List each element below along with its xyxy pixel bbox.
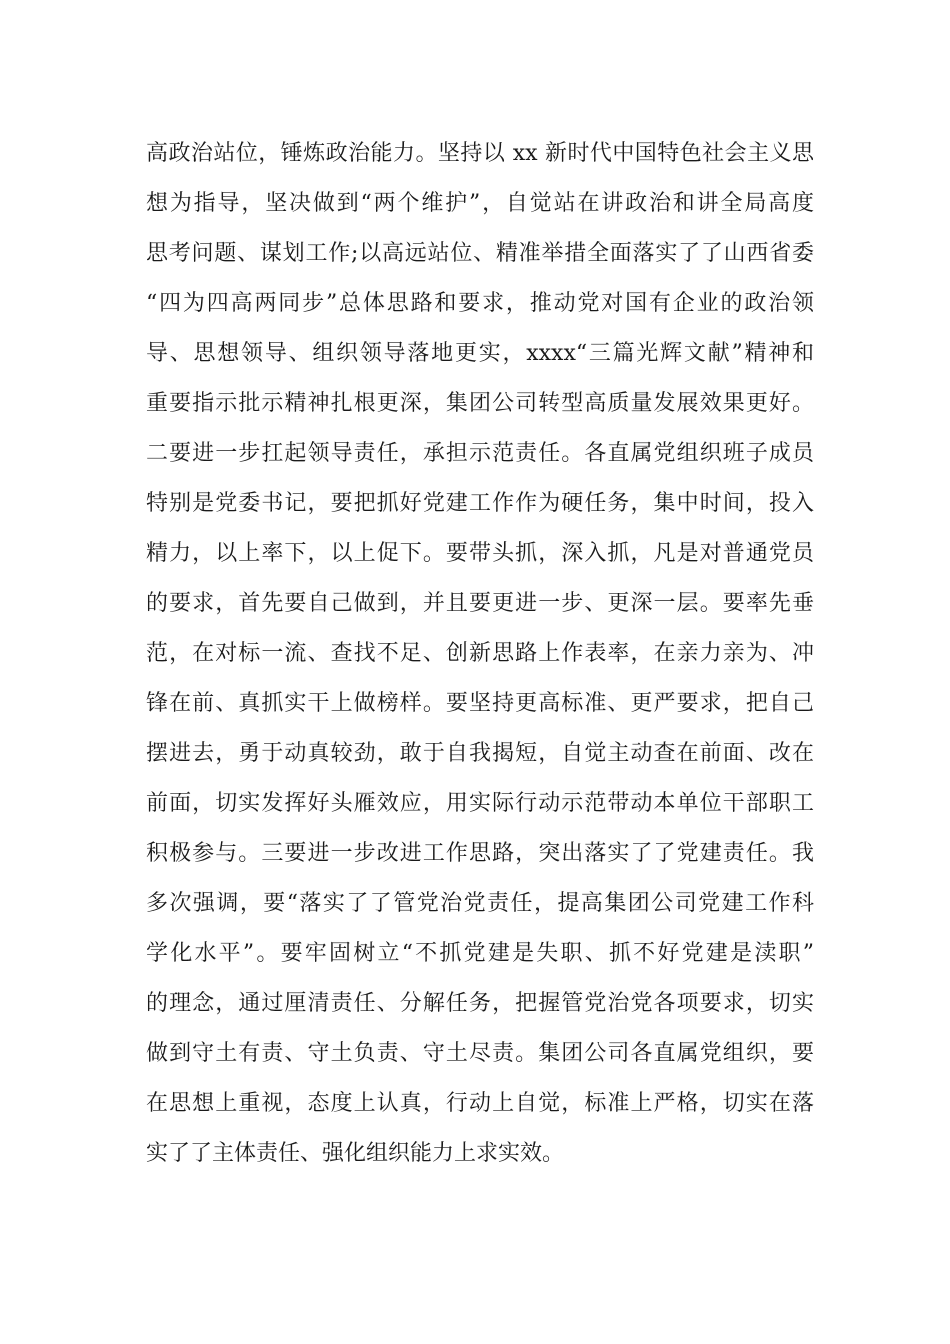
- text-line-last: 实了了主体责任、强化组织能力上求实效。: [146, 1141, 565, 1166]
- text-line: 特别是党委书记，要把抓好党建工作作为硬任务，集中时间，投入: [146, 491, 814, 516]
- text-line: 积极参与。三要进一步改进工作思路，突出落实了了党建责任。我: [146, 841, 814, 866]
- text-line: 导、思想领导、组织领导落地更实，xxxx“三篇光辉文献”精神和: [146, 341, 814, 366]
- body-text: [146, 129, 814, 1179]
- text-line: 学化水平”。要牢固树立“不抓党建是失职、抓不好党建是渎职”: [146, 941, 814, 966]
- text-line: 高政治站位，锤炼政治能力。坚持以 xx 新时代中国特色社会主义思: [146, 141, 814, 166]
- text-line: 的理念，通过厘清责任、分解任务，把握管党治党各项要求，切实: [146, 991, 814, 1016]
- text-line: 在思想上重视，态度上认真，行动上自觉，标准上严格，切实在落: [146, 1091, 814, 1116]
- text-line: 锋在前、真抓实干上做榜样。要坚持更高标准、更严要求，把自己: [146, 691, 814, 716]
- text-line: 做到守土有责、守土负责、守土尽责。集团公司各直属党组织，要: [146, 1041, 814, 1066]
- text-line: 前面，切实发挥好头雁效应，用实际行动示范带动本单位干部职工: [146, 791, 814, 816]
- text-line: 摆进去，勇于动真较劲，敢于自我揭短，自觉主动查在前面、改在: [146, 741, 814, 766]
- text-line: 二要进一步扛起领导责任，承担示范责任。各直属党组织班子成员: [146, 441, 814, 466]
- text-line: 范，在对标一流、查找不足、创新思路上作表率，在亲力亲为、冲: [146, 641, 814, 666]
- text-line: “四为四高两同步”总体思路和要求，推动党对国有企业的政治领: [146, 291, 814, 316]
- text-line: 多次强调，要“落实了了管党治党责任，提高集团公司党建工作科: [146, 891, 814, 916]
- text-line: 思考问题、谋划工作;以高远站位、精准举措全面落实了了山西省委: [146, 241, 814, 266]
- text-line: 重要指示批示精神扎根更深，集团公司转型高质量发展效果更好。: [146, 391, 814, 416]
- text-line: 想为指导，坚决做到“两个维护”，自觉站在讲政治和讲全局高度: [146, 191, 814, 216]
- text-line: 精力，以上率下，以上促下。要带头抓，深入抓，凡是对普通党员: [146, 541, 814, 566]
- text-line: 的要求，首先要自己做到，并且要更进一步、更深一层。要率先垂: [146, 591, 814, 616]
